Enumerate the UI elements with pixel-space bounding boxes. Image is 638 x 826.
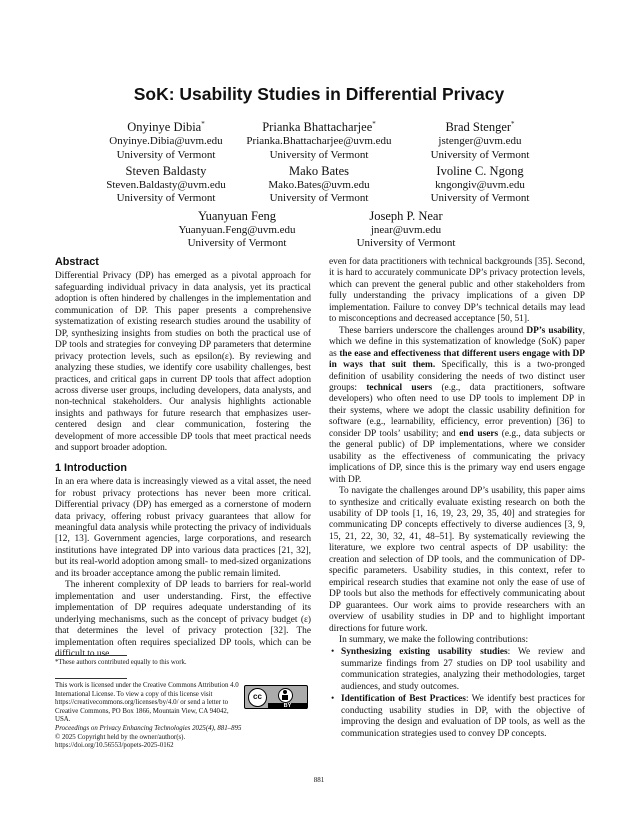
author-5: Mako Bates Mako.Bates@uvm.edu University of Vermont [268, 164, 370, 205]
author-email: Yuanyuan.Feng@uvm.edu [178, 224, 296, 236]
license-text: This work is licensed under the Creative Commons Attribution 4.0 International License. To view a copy of this license visit https://creativecommons.org/licenses/by/4.0/ or send a letter to Creative Commons, PO Box 1866, Mountain View, CA 94042, USA. [55, 682, 239, 724]
author-2: Prianka Bhattacharjee* Prianka.Bhattacharjee@uvm.edu University of Vermont [246, 120, 392, 161]
right-paragraph-4: In summary, we make the following contributions: [339, 634, 529, 645]
author-affiliation: University of Vermont [269, 192, 369, 205]
proceedings-line: Proceedings on Privacy Enhancing Technologies 2025(4), 881–895 [55, 724, 242, 732]
author-affiliation: University of Vermont [269, 148, 369, 161]
paper-title: SoK: Usability Studies in Differential Privacy [133, 84, 505, 104]
attribution-person-icon [278, 688, 293, 703]
author-affiliation: University of Vermont [430, 192, 530, 205]
author-email: Prianka.Bhattacharjee@uvm.edu [246, 135, 392, 148]
author-email: kngongiv@uvm.edu [435, 179, 525, 191]
cc-by-badge-icon [244, 685, 308, 709]
author-email: jstenger@uvm.edu [438, 135, 522, 148]
introduction-heading: 1 Introduction [55, 461, 127, 474]
list-item: • Synthesizing existing usability studies: We review and summarize findings from 27 studies on DP tool usability and communication strategies, analyzing their methodologies, target audiences, and study outcomes. [341, 647, 585, 693]
author-affiliation: University of Vermont [356, 237, 456, 250]
author-email: Onyinye.Dibia@uvm.edu [109, 135, 223, 148]
footnote-rule [55, 655, 127, 656]
author-email: Mako.Bates@uvm.edu [268, 179, 370, 191]
copyright-line: © 2025 Copyright held by the owner/author(s). [55, 733, 186, 741]
right-paragraph-2: These barriers underscore the challenges around DP’s usability, which we define in this systematization of knowledge (SoK) paper as the ease and effectiveness that different users engage with DP in ways that suit them. Specifically, this is a two-pronged definition of usability considering the needs of two distinct user groups: technical users (e.g., data practitioners, software developers) who often need to use DP tools to implement DP in their systems, where we adopt the classic usability definition for software (e.g., learnability, efficiency, error prevention) [36] to consider DP tools’ usability; and end users (e.g., data subjects or the general public) of DP implementations, where we consider usability as the effectiveness of communicating the privacy implications of DP, since this is the primary way end users engage with DP. [329, 325, 586, 485]
by-label: BY [268, 703, 307, 709]
right-column [329, 257, 585, 741]
intro-paragraph-1: In an era where data is increasingly viewed as a vital asset, the need for robust privacy protections has never been more critical. Differential privacy (DP) has emerged as a cornerstone of modern data privacy, offering robust privacy guarantees that allow for meaningful data analysis while protecting the privacy of individuals [12, 13]. Government agencies, large corporations, and research institutions have integrated DP into various data practices [21, 32], but its real-world adoption among small- to med-sized organizations and its broader acceptance among the public remain limited. [55, 477, 311, 579]
intro-paragraph-2: The inherent complexity of DP leads to barriers for real-world implementation and user understanding. First, the effective implementation of DP requires adequate understanding of its underlying mechanisms, such as the concept of privacy budget (ε) that determines the level of privacy protection [32]. The implementation often requires specialized DP tools, which can be difficult to use [55, 580, 311, 659]
author-6: Ivoline C. Ngong kngongiv@uvm.edu University of Vermont [430, 164, 530, 205]
right-paragraph-3: To navigate the challenges around DP’s usability, this paper aims to synthesize and critically evaluate existing research on both the usability of DP tools [1, 16, 19, 23, 29, 35, 40] and strategies for communicating DP concepts effectively to diverse audiences [3, 9, 15, 21, 22, 30, 32, 41, 48–51]. By systematically reviewing the literature, we explore two central aspects of DP usability: the creation and selection of DP tools, and the communication of DP-specific parameters. Usability studies, in this context, refer to empirical research studies that examine not only the ease of use of DP tools but also the methods for effectively communicating about DP guarantees. Our work aims to provide researchers with an overview of usability studies in DP and to highlight important directions for future work. [329, 486, 585, 634]
author-4: Steven Baldasty Steven.Baldasty@uvm.edu University of Vermont [106, 164, 226, 205]
author-affiliation: University of Vermont [116, 192, 216, 205]
author-affiliation: University of Vermont [187, 237, 287, 250]
abstract-text: Differential Privacy (DP) has emerged as a pivotal approach for safeguarding individual privacy in data analysis, yet its practical adoption is often hindered by challenges in the implementation and communication of DP. This paper presents a comprehensive systematization of existing research studies around the usability of DP, synthesizing insights from studies on both the practical use of DP tools and strategies for conveying DP parameters that determine privacy protection levels, such as epsilon(ε). By reviewing and analyzing these studies, we identify core usability challenges, best practices, and critical gaps in current DP tools that affect adoption across diverse user groups, including developers, data analysts, and non-technical stakeholders. Our analysis highlights actionable insights and pathways for future research that emphasizes user-centered design and clear communication, fostering the development of more accessible DP tools that meet practical needs and support broader adoption. [55, 271, 311, 454]
contributions-list [329, 647, 585, 740]
author-8: Joseph P. Near jnear@uvm.edu University of Vermont [356, 209, 456, 250]
footnote: *These authors contributed equally to this work. [55, 655, 311, 668]
author-affiliation: University of Vermont [116, 148, 216, 161]
cc-icon: cc [248, 688, 267, 707]
author-3: Brad Stenger* jstenger@uvm.edu University of Vermont [430, 120, 530, 161]
author-1: Onyinye Dibia* Onyinye.Dibia@uvm.edu University of Vermont [109, 120, 223, 161]
author-email: jnear@uvm.edu [370, 224, 442, 236]
right-paragraph-1: even for data practitioners with technical backgrounds [35]. Second, it is hard to accurately communicate DP’s privacy protection levels, which can prevent the general public and other stakeholders from fully understanding the privacy implications of a given DP implementation. Failure to convey DP’s technical details may lead to misconceptions and decreased acceptance [50, 51]. [329, 257, 585, 325]
list-item: • Identification of Best Practices: We identify best practices for conducting usability studies in DP, with the objective of improving the design and evaluation of DP tools, as well as the communication strategies used to convey DP concepts. [341, 694, 585, 740]
license-block [55, 678, 311, 751]
left-column [55, 257, 311, 660]
author-affiliation: University of Vermont [430, 148, 530, 161]
author-7: Yuanyuan Feng Yuanyuan.Feng@uvm.edu University of Vermont [178, 209, 296, 250]
doi-line: https://doi.org/10.56553/popets-2025-0162 [55, 742, 174, 750]
license-rule [55, 678, 127, 679]
author-email: Steven.Baldasty@uvm.edu [106, 179, 226, 191]
page-number: 881 [313, 776, 325, 784]
abstract-heading: Abstract [55, 256, 99, 268]
